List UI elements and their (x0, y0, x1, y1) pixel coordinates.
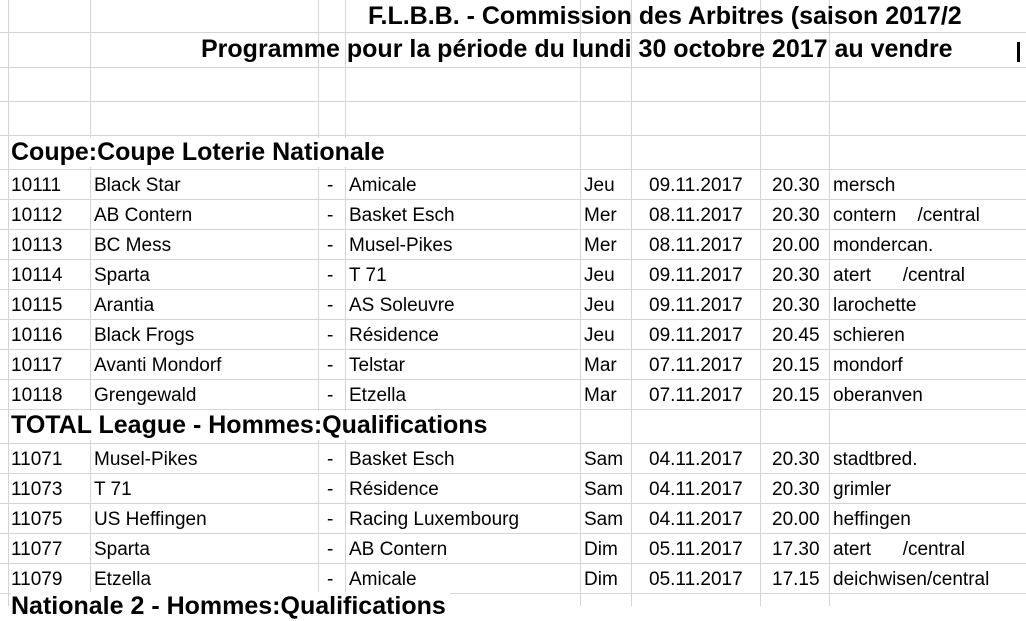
venue[interactable]: heffingen (833, 509, 911, 530)
away-team[interactable]: Racing Luxembourg (349, 509, 520, 530)
match-time[interactable]: 20.15 (772, 355, 820, 376)
match-time[interactable]: 17.15 (772, 569, 820, 590)
match-date[interactable]: 05.11.2017 (649, 569, 743, 590)
venue[interactable]: atert /central (833, 539, 965, 560)
separator: - (327, 539, 334, 560)
away-team[interactable]: Musel-Pikes (349, 235, 453, 256)
match-number[interactable]: 10117 (11, 355, 63, 376)
weekday[interactable]: Sam (584, 449, 624, 470)
home-team[interactable]: Avanti Mondorf (94, 355, 222, 376)
grid-column-line (90, 0, 91, 606)
weekday[interactable]: Mer (584, 205, 617, 226)
weekday[interactable]: Jeu (584, 265, 615, 286)
venue[interactable]: atert /central (833, 265, 965, 286)
grid-row-line (0, 409, 1026, 410)
match-date[interactable]: 09.11.2017 (649, 325, 743, 346)
away-team[interactable]: Etzella (349, 385, 407, 406)
home-team[interactable]: Sparta (94, 265, 150, 286)
grid-row-line (0, 135, 1026, 136)
grid-column-line (760, 0, 761, 606)
weekday[interactable]: Dim (584, 569, 618, 590)
home-team[interactable]: Black Frogs (94, 325, 195, 346)
home-team[interactable]: Etzella (94, 569, 152, 590)
match-date[interactable]: 07.11.2017 (649, 355, 743, 376)
separator: - (327, 479, 334, 500)
match-time[interactable]: 20.15 (772, 385, 820, 406)
match-time[interactable]: 20.00 (772, 235, 820, 256)
match-number[interactable]: 11079 (11, 569, 63, 590)
venue[interactable]: mondorf (833, 355, 903, 376)
grid-column-line (631, 0, 632, 606)
weekday[interactable]: Dim (584, 539, 618, 560)
separator: - (327, 235, 334, 256)
separator: - (327, 295, 334, 316)
away-team[interactable]: T 71 (349, 265, 387, 286)
grid-row-line (0, 473, 1026, 474)
match-time[interactable]: 20.30 (772, 295, 820, 316)
home-team[interactable]: Sparta (94, 539, 150, 560)
match-number[interactable]: 10118 (11, 385, 63, 406)
venue[interactable]: schieren (833, 325, 905, 346)
away-team[interactable]: Amicale (349, 175, 417, 196)
match-time[interactable]: 20.30 (772, 205, 820, 226)
grid-row-line (0, 199, 1026, 200)
grid-row-line (0, 533, 1026, 534)
home-team[interactable]: Black Star (94, 175, 181, 196)
home-team[interactable]: T 71 (94, 479, 132, 500)
separator: - (327, 205, 334, 226)
away-team[interactable]: Basket Esch (349, 205, 455, 226)
weekday[interactable]: Sam (584, 509, 624, 530)
match-number[interactable]: 10115 (11, 295, 63, 316)
match-time[interactable]: 17.30 (772, 539, 820, 560)
match-time[interactable]: 20.30 (772, 449, 820, 470)
text-cursor (1017, 42, 1020, 62)
venue[interactable]: mondercan. (833, 235, 934, 256)
away-team[interactable]: Amicale (349, 569, 417, 590)
venue[interactable]: contern /central (833, 205, 980, 226)
weekday[interactable]: Mer (584, 235, 617, 256)
grid-row-line (0, 289, 1026, 290)
venue[interactable]: grimler (833, 479, 892, 500)
venue[interactable]: larochette (833, 295, 917, 316)
section-title[interactable]: Coupe:Coupe Loterie Nationale (11, 138, 389, 167)
separator: - (327, 509, 334, 530)
match-number[interactable]: 10112 (11, 205, 63, 226)
match-time[interactable]: 20.45 (772, 325, 820, 346)
match-number[interactable]: 10114 (11, 265, 63, 286)
match-date[interactable]: 07.11.2017 (649, 385, 743, 406)
weekday[interactable]: Mar (584, 355, 617, 376)
grid-row-line (0, 101, 1026, 102)
weekday[interactable]: Jeu (584, 325, 615, 346)
home-team[interactable]: BC Mess (94, 235, 172, 256)
home-team[interactable]: Musel-Pikes (94, 449, 198, 470)
away-team[interactable]: AB Contern (349, 539, 448, 560)
grid-row-line (0, 229, 1026, 230)
grid-row-line (0, 169, 1026, 170)
home-team[interactable]: AB Contern (94, 205, 193, 226)
separator: - (327, 265, 334, 286)
venue[interactable]: stadtbred. (833, 449, 918, 470)
grid-row-line (0, 379, 1026, 380)
grid-row-line (0, 319, 1026, 320)
match-time[interactable]: 20.30 (772, 265, 820, 286)
venue[interactable]: deichwisen/central (833, 569, 990, 590)
match-date[interactable]: 08.11.2017 (649, 235, 743, 256)
match-time[interactable]: 20.30 (772, 479, 820, 500)
weekday[interactable]: Jeu (584, 295, 615, 316)
grid-row-line (0, 32, 1026, 33)
match-date[interactable]: 09.11.2017 (649, 175, 743, 196)
home-team[interactable]: Grengewald (94, 385, 197, 406)
venue[interactable]: mersch (833, 175, 896, 196)
venue[interactable]: oberanven (833, 385, 923, 406)
separator: - (327, 449, 334, 470)
match-date[interactable]: 08.11.2017 (649, 205, 743, 226)
match-time[interactable]: 20.30 (772, 175, 820, 196)
separator: - (327, 175, 334, 196)
separator: - (327, 569, 334, 590)
weekday[interactable]: Sam (584, 479, 624, 500)
match-date[interactable]: 04.11.2017 (649, 449, 743, 470)
grid-column-line (345, 0, 346, 606)
match-number[interactable]: 11075 (11, 509, 63, 530)
weekday[interactable]: Jeu (584, 175, 615, 196)
sheet-title[interactable]: F.L.B.B. - Commission des Arbitres (saison 2017/2 (368, 2, 962, 30)
away-team[interactable]: Basket Esch (349, 449, 455, 470)
weekday[interactable]: Mar (584, 385, 617, 406)
match-number[interactable]: 10116 (11, 325, 63, 346)
grid-column-line (580, 0, 581, 606)
match-number[interactable]: 10111 (11, 175, 62, 196)
grid-row-line (0, 259, 1026, 260)
grid-column-line (318, 0, 319, 606)
grid-row-line (0, 349, 1026, 350)
match-date[interactable]: 09.11.2017 (649, 295, 743, 316)
grid-column-line (8, 0, 9, 606)
match-number[interactable]: 11071 (11, 449, 63, 470)
match-date[interactable]: 09.11.2017 (649, 265, 743, 286)
separator: - (327, 325, 334, 346)
away-team[interactable]: Résidence (349, 325, 439, 346)
away-team[interactable]: Résidence (349, 479, 439, 500)
sheet-subtitle[interactable]: Programme pour la période du lundi 30 octobre 2017 au vendre (201, 35, 953, 63)
grid-row-line (0, 67, 1026, 68)
section-title[interactable]: Nationale 2 - Hommes:Qualifications (11, 592, 450, 621)
grid-row-line (0, 563, 1026, 564)
grid-row-line (0, 443, 1026, 444)
match-date[interactable]: 04.11.2017 (649, 479, 743, 500)
match-number[interactable]: 11073 (11, 479, 63, 500)
match-number[interactable]: 11077 (11, 539, 63, 560)
grid-row-line (0, 503, 1026, 504)
separator: - (327, 355, 334, 376)
home-team[interactable]: US Heffingen (94, 509, 207, 530)
away-team[interactable]: Telstar (349, 355, 405, 376)
match-time[interactable]: 20.00 (772, 509, 820, 530)
match-date[interactable]: 04.11.2017 (649, 509, 743, 530)
home-team[interactable]: Arantia (94, 295, 155, 316)
match-date[interactable]: 05.11.2017 (649, 539, 743, 560)
grid-column-line (829, 0, 830, 606)
separator: - (327, 385, 334, 406)
away-team[interactable]: AS Soleuvre (349, 295, 455, 316)
section-title[interactable]: TOTAL League - Hommes:Qualifications (11, 411, 491, 440)
match-number[interactable]: 10113 (11, 235, 63, 256)
